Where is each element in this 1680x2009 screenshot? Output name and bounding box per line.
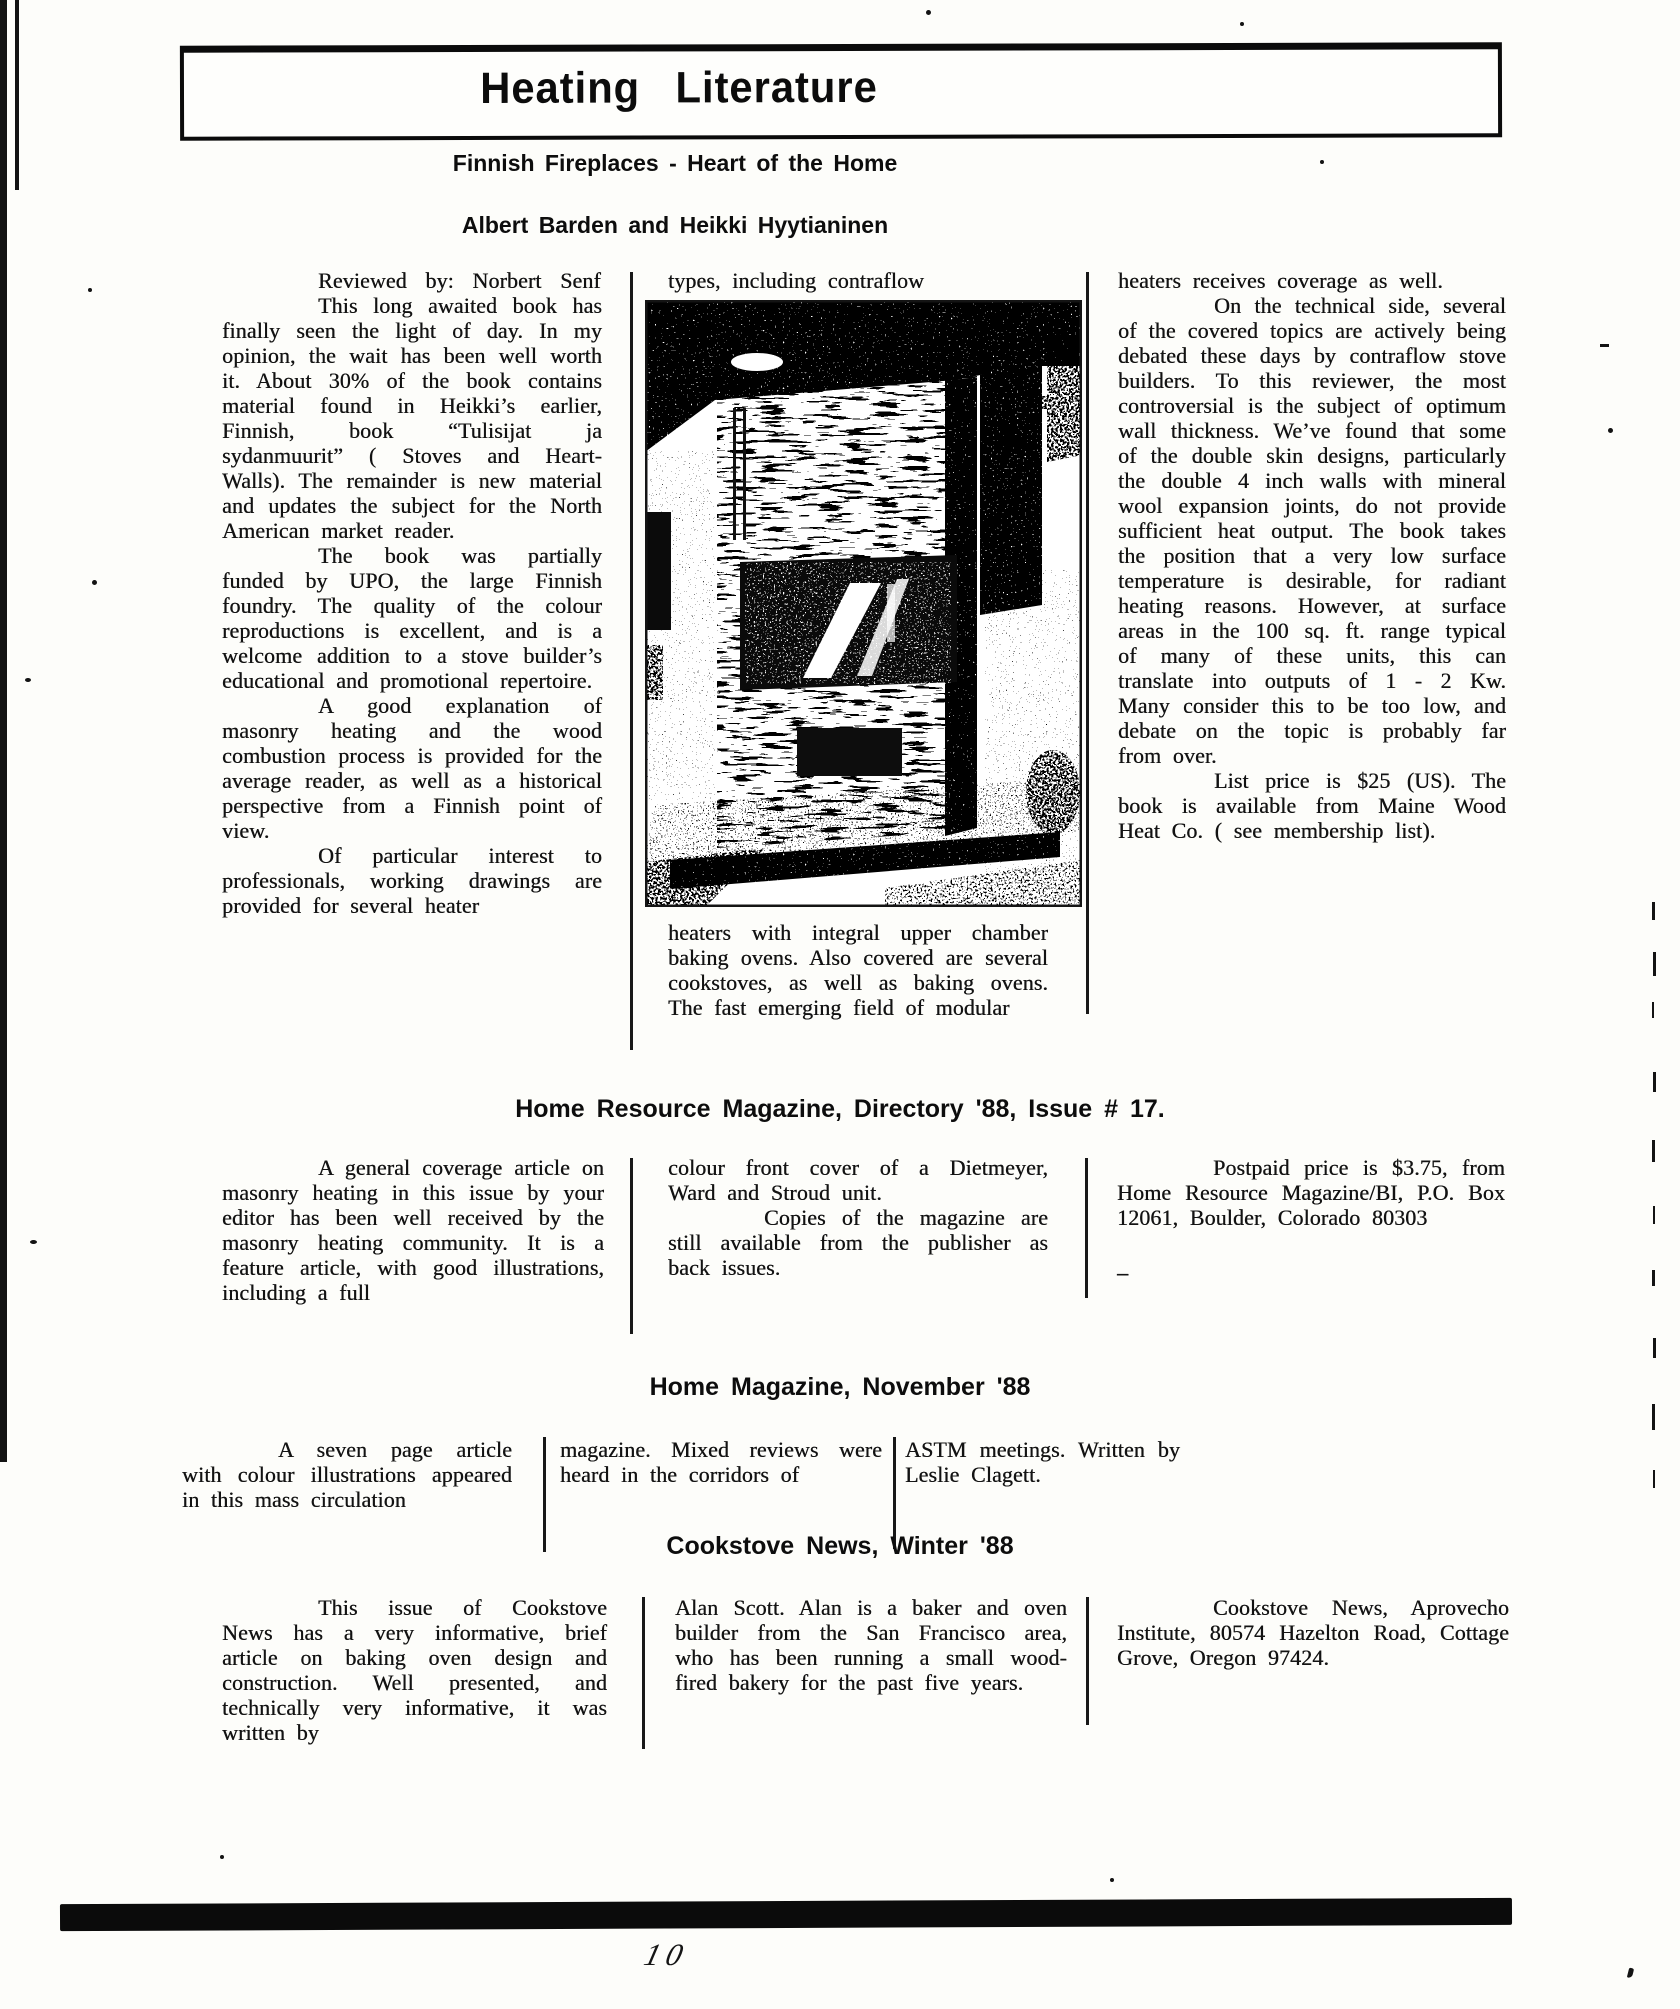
review-column-3 [1118, 268, 1506, 843]
paragraph: Postpaid price is $3.75, from Home Resource Magazine/BI, P.O. Box 12061, Boulder, Colorado 80303 [1117, 1155, 1505, 1230]
scan-artifact [88, 288, 92, 292]
paragraph: Alan Scott. Alan is a baker and oven builder from the San Francisco area, who has been running a small wood- fired bakery for the past five years. [675, 1595, 1067, 1695]
scan-artifact [1653, 1206, 1655, 1224]
paragraph: The book was partially funded by UPO, the large Finnish foundry. The quality of the colour reproductions is excellent, and is a welcome addition to a stove builder’s educational and promotional repertoire. [222, 543, 602, 693]
footer-bar [60, 1898, 1512, 1931]
scan-artifact [1652, 1404, 1655, 1430]
paragraph: magazine. Mixed reviews were heard in the corridors of [560, 1437, 882, 1487]
paragraph: Of particular interest to professionals, working drawings are provided for several heater [222, 843, 602, 918]
column-rule [1086, 272, 1089, 1014]
section-heading: Home Magazine, November '88 [649, 1373, 1031, 1401]
paragraph: types, including contraflow [668, 268, 925, 293]
scan-artifact [1240, 22, 1244, 26]
scan-artifact [92, 580, 97, 585]
scan-artifact [1653, 1470, 1655, 1488]
column-rule [642, 1597, 645, 1749]
section-heading: Cookstove News, Winter '88 [666, 1532, 1014, 1560]
section1-column-3 [1117, 1155, 1505, 1285]
paragraph: ASTM meetings. Written by Leslie Clagett. [905, 1437, 1180, 1487]
scan-artifact [1652, 1270, 1655, 1286]
section-heading: Home Resource Magazine, Directory '88, Issue # 17. [515, 1095, 1165, 1123]
section1-column-1 [222, 1155, 604, 1305]
section1-column-2 [668, 1155, 1048, 1280]
page-title: Heating Literature [480, 62, 878, 113]
section3-column-3 [1117, 1595, 1509, 1670]
paragraph: heaters with integral upper chamber baking ovens. Also covered are several cookstoves, as well as baking ovens. The fast emerging field of modular [668, 920, 1048, 1020]
paragraph: – [1117, 1260, 1129, 1285]
scan-artifact [220, 1855, 224, 1859]
paragraph: This issue of Cookstove News has a very informative, brief article on baking oven design and construction. Well presented, and technically very informative, it was written by [222, 1595, 607, 1745]
paragraph: heaters receives coverage as well. [1118, 268, 1443, 293]
scan-artifact [1320, 160, 1324, 164]
paragraph: This long awaited book has finally seen the light of day. In my opinion, the wait has been well worth it. About 30% of the book contains material found in Heikki’s earlier, Finnish, book “Tulisijat ja sydanmuurit” ( Stoves and Heart-Walls). The remainder is new material and updates the subject for the North American market reader. [222, 293, 602, 543]
scan-artifact [0, 0, 7, 1462]
paragraph: colour front cover of a Dietmeyer, Ward and Stroud unit. [668, 1155, 1048, 1205]
column-rule [630, 1158, 633, 1334]
scan-artifact [1653, 1338, 1656, 1358]
fireplace-photo [645, 300, 1082, 907]
scan-artifact [1600, 344, 1609, 347]
paragraph: A general coverage article on masonry heating in this issue by your editor has been well received by the masonry heating community. It is a feature article, with good illustrations, including a full [222, 1155, 604, 1305]
page-title-box [180, 42, 1502, 140]
section2-column-2 [560, 1437, 882, 1487]
scan-artifact [926, 10, 931, 15]
column-rule [630, 272, 633, 1050]
section3-column-2 [675, 1595, 1067, 1695]
scan-artifact [1653, 1072, 1656, 1092]
article-byline: Albert Barden and Heikki Hyytianinen [461, 212, 889, 238]
scan-artifact [1627, 1968, 1634, 1979]
scan-artifact [1653, 952, 1656, 976]
scan-artifact [1652, 902, 1655, 920]
review-column-1 [222, 268, 602, 918]
scan-artifact [25, 678, 31, 682]
paragraph: List price is $25 (US). The book is available from Maine Wood Heat Co. ( see membership list). [1118, 768, 1506, 843]
section3-column-1 [222, 1595, 607, 1745]
paragraph: Reviewed by: Norbert Senf [318, 268, 601, 293]
review-column-2-tail [668, 920, 1048, 1020]
scan-artifact [1110, 1878, 1114, 1882]
scan-artifact [15, 0, 19, 190]
paragraph: On the technical side, several of the covered topics are actively being debated these days by contraflow stove builders. To this reviewer, the most controversial is the subject of optimum wall thickness. We’ve found that some of the double skin designs, particularly the double 4 inch walls with mineral wool expansion joints, do not provide sufficient heat output. The book takes the position that a very low surface temperature is desirable, for radiant heating reasons. However, at surface areas in the 100 sq. ft. range typical of many of these units, this can translate into outputs of 1 - 2 Kw. Many consider this to be too low, and debate on the topic is probably far from over. [1118, 293, 1506, 768]
paragraph: A good explanation of masonry heating and the wood combustion process is provided for the average reader, as well as a historical perspective from a Finnish point of view. [222, 693, 602, 843]
scan-artifact [1652, 1002, 1654, 1018]
column-rule [1086, 1597, 1089, 1725]
review-column-2-lead [668, 268, 1048, 293]
column-rule [1085, 1158, 1088, 1298]
scan-artifact [1608, 428, 1613, 433]
paragraph: Copies of the magazine are still available from the publisher as back issues. [668, 1205, 1048, 1280]
article-title: Finnish Fireplaces - Heart of the Home [452, 150, 898, 176]
section2-column-3 [905, 1437, 1180, 1487]
paragraph: A seven page article with colour illustrations appeared in this mass circulation [182, 1437, 512, 1512]
paragraph: Cookstove News, Aprovecho Institute, 80574 Hazelton Road, Cottage Grove, Oregon 97424. [1117, 1595, 1509, 1670]
scan-artifact [30, 1240, 37, 1244]
page-number: 10 [640, 1937, 693, 1972]
section2-column-1 [182, 1437, 512, 1512]
scan-artifact [1652, 1140, 1655, 1162]
